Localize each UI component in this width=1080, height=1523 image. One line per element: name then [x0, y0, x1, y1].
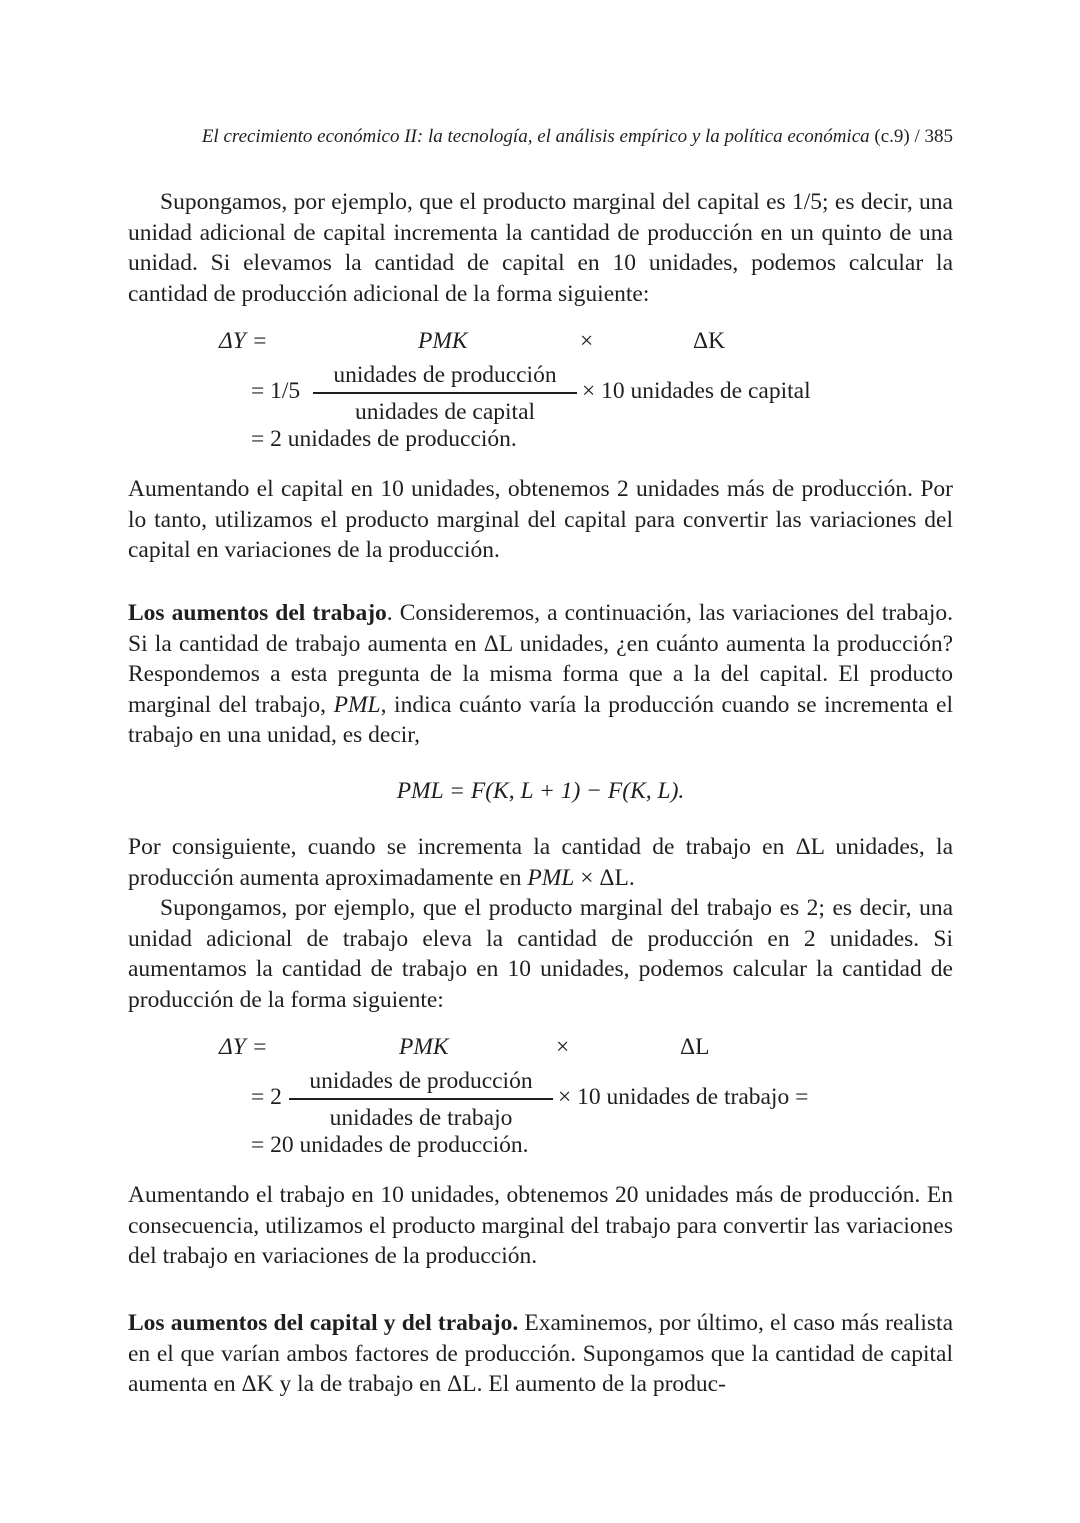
eq3-result: = 20 unidades de producción.: [251, 1132, 529, 1158]
eq3-rest: × 10 unidades de trabajo =: [558, 1084, 809, 1110]
equation-labor: [0, 1032, 1080, 1162]
eq3-delta-l: ΔL: [680, 1034, 710, 1060]
header-title: El crecimiento económico II: la tecnología, el análisis empírico y la política económica: [201, 126, 870, 147]
paragraph-3-text: [128, 832, 953, 893]
eq1-lhs: ΔY =: [219, 328, 268, 354]
paragraph-2-text: Aumentando el capital en 10 unidades, obtenemos 2 unidades más de producción. Por lo tanto, utilizamos el producto marginal del capital para convertir las variaciones del capital en variaciones de la producción.: [128, 476, 953, 563]
paragraph-3-text-a: Por consiguiente, cuando se incrementa la cantidad de trabajo en ΔL unidades, la producción aumenta aproximadamente en: [128, 834, 953, 891]
eq3-lhs: ΔY =: [219, 1034, 268, 1060]
eq1-delta-k: ΔK: [693, 328, 726, 354]
equation-pml: PML = F(K, L + 1) − F(K, L).: [396, 778, 685, 804]
paragraph-3-text-b: × ΔL.: [574, 864, 635, 891]
paragraph-2: [128, 474, 953, 566]
section-capital-labor: [128, 1308, 953, 1400]
paragraph-5: [128, 1180, 953, 1272]
eq3-denominator: unidades de trabajo: [329, 1104, 513, 1131]
eq1-pmk: PMK: [418, 328, 468, 354]
eq1-fraction: [313, 360, 577, 427]
paragraph-5-text: Aumentando el trabajo en 10 unidades, obtenemos 20 unidades más de producción. En consecuencia, utilizamos el producto marginal del trabajo para convertir las variaciones del trabajo en variaciones de la producción.: [128, 1182, 953, 1269]
eq1-result: = 2 unidades de producción.: [251, 426, 517, 452]
header-separator: /: [909, 126, 925, 147]
section-capital-labor-heading: Los aumentos del capital y del trabajo.: [128, 1310, 519, 1336]
eq1-times: ×: [580, 328, 594, 354]
pml-term: PML: [333, 691, 381, 718]
section-capital-labor-text: [128, 1308, 953, 1400]
eq1-coefficient: = 1/5: [251, 378, 301, 404]
equation-capital: [0, 326, 1080, 456]
section-capital-labor-body: Examinemos, por último, el caso más realista en el que varían ambos factores de producción. Supongamos que la cantidad de capital aumenta en ΔK y la de trabajo en ΔL. El aumento de la produc-: [128, 1310, 954, 1397]
paragraph-3: [128, 832, 953, 1015]
paragraph-1-text: Supongamos, por ejemplo, que el producto marginal del capital es 1/5; es decir, una unidad adicional de capital incrementa la cantidad de producción en un quinto de una unidad. Si elevamos la cantidad de capital en 10 unidades, podemos calcular la cantidad de producción adicional de la forma siguiente:: [128, 189, 953, 307]
eq3-fraction: [289, 1066, 553, 1133]
section-labor-text-b: , indica cuánto varía la producción cuando se incrementa el trabajo en una unidad, es decir,: [128, 691, 953, 748]
section-labor-text-a: . Consideremos, a continuación, las variaciones del trabajo. Si la cantidad de trabajo aumenta en ΔL unidades, ¿en cuánto aumenta la producción? Respondemos a esta pregunta de la misma forma que a la del capital. El producto marginal del trabajo,: [128, 600, 953, 718]
section-labor-heading: Los aumentos del trabajo: [128, 600, 387, 626]
eq1-rest: × 10 unidades de capital: [582, 378, 811, 404]
paragraph-1: [128, 187, 953, 309]
paragraph-4-text: Supongamos, por ejemplo, que el producto marginal del trabajo es 2; es decir, una unidad adicional de trabajo eleva la cantidad de producción en 2 unidades. Si aumentamos la cantidad de trabajo en 10 unidades, podemos calcular la cantidad de producción de la forma siguiente:: [128, 895, 953, 1013]
running-header: [128, 124, 953, 150]
eq1-denominator: unidades de capital: [354, 398, 536, 425]
section-labor: [128, 598, 953, 751]
section-labor-text: [128, 598, 953, 751]
eq3-numerator: unidades de producción: [309, 1068, 533, 1094]
header-chapter: (c.9): [874, 126, 910, 147]
eq1-fraction-bar: [313, 392, 577, 394]
eq3-fraction-bar: [289, 1098, 553, 1100]
eq1-numerator: unidades de producción: [333, 362, 557, 388]
pml-term-2: PML: [527, 864, 575, 891]
eq3-coefficient: = 2: [251, 1084, 282, 1110]
eq3-times: ×: [556, 1034, 570, 1060]
page-number: 385: [924, 126, 953, 147]
eq3-pmk: PMK: [399, 1034, 449, 1060]
